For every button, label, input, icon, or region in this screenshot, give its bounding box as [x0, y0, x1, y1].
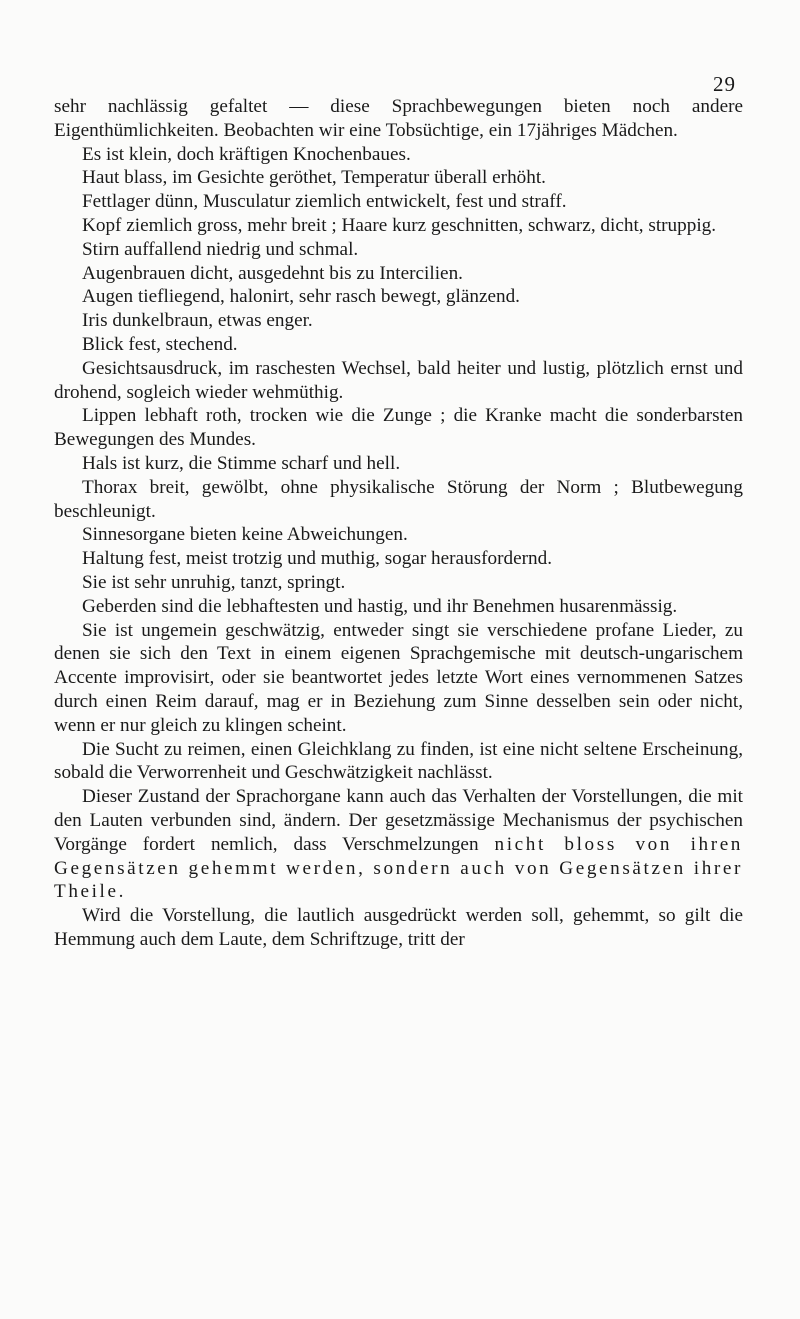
paragraph: Sie ist sehr unruhig, tanzt, springt.	[82, 571, 346, 593]
paragraph: Augenbrauen dicht, ausgedehnt bis zu Intercilien.	[82, 262, 463, 284]
paragraph: sehr nachlässig gefaltet — diese Sprachbewegungen bieten noch andere Eigenthümlichkeiten. Beobachten wir eine Tobsüchtige, ein 17jähriges Mädchen.	[54, 96, 743, 141]
paragraph: Blick fest, stechend.	[82, 333, 238, 355]
paragraph: Die Sucht zu reimen, einen Gleichklang zu finden, ist eine nicht seltene Erscheinung, sobald die Verworrenheit und Geschwätzigkeit nachlässt.	[54, 738, 743, 784]
paragraph: Wird die Vorstellung, die lautlich ausgedrückt werden soll, gehemmt, so gilt die Hemmung auch dem Laute, dem Schriftzuge, tritt der	[54, 905, 743, 950]
paragraph: Augen tiefliegend, halonirt, sehr rasch bewegt, glänzend.	[82, 286, 520, 308]
paragraph: Stirn auffallend niedrig und schmal.	[82, 238, 359, 260]
paragraph: Kopf ziemlich gross, mehr breit ; Haare kurz geschnitten, schwarz, dicht, struppig.	[82, 214, 717, 236]
paragraph: Lippen lebhaft roth, trocken wie die Zunge ; die Kranke macht die sonderbarsten Bewegungen des Mundes.	[54, 405, 743, 451]
paragraph: Sie ist ungemein geschwätzig, entweder singt sie verschiedene profane Lieder, zu denen sie sich den Text in einem eigenen Sprachgemische mit deutsch-ungarischem Accente improvisirt, oder sie beantwortet jedes letzte Wort eines vernommenen Satzes durch einen Reim darauf, mag er in Beziehung zum Sinne desselben sein oder nicht, wenn er nur gleich zu klingen scheint.	[54, 619, 743, 736]
paragraph-lead-text: Dieser Zustand der Sprachorgane kann auch das Verhalten der Vorstellungen, die mit den Lauten verbunden sind, ändern. Der gesetzmässige Mechanismus der psychischen Vorgänge fordert nemlich, dass Verschmelzungen	[54, 786, 743, 855]
paragraph: Haltung fest, meist trotzig und muthig, sogar herausfordernd.	[82, 548, 552, 570]
body-text	[54, 95, 743, 952]
paragraph: Gesichtsausdruck, im raschesten Wechsel, bald heiter und lustig, plötzlich ernst und drohend, sogleich wieder wehmüthig.	[54, 357, 743, 403]
paragraph-emphasis	[54, 785, 743, 904]
paragraph: Haut blass, im Gesichte geröthet, Temperatur überall erhöht.	[82, 167, 546, 189]
paragraph: Geberden sind die lebhaftesten und hastig, und ihr Benehmen husarenmässig.	[82, 595, 678, 617]
paragraph: Fettlager dünn, Musculatur ziemlich entwickelt, fest und straff.	[82, 191, 567, 213]
spaced-emphasis-text: nicht bloss von ihren Gegensätzen gehemmt werden, sondern auch von Gegensätzen ihrer Theile.	[54, 833, 744, 903]
paragraph: Hals ist kurz, die Stimme scharf und hell.	[82, 452, 401, 474]
paragraph: Es ist klein, doch kräftigen Knochenbaues.	[82, 143, 411, 165]
page-number: 29	[713, 72, 736, 96]
paragraph: Iris dunkelbraun, etwas enger.	[82, 310, 313, 332]
paragraph: Thorax breit, gewölbt, ohne physikalische Störung der Norm ; Blutbewegung beschleunigt.	[54, 476, 743, 522]
paragraph: Sinnesorgane bieten keine Abweichungen.	[82, 524, 408, 546]
